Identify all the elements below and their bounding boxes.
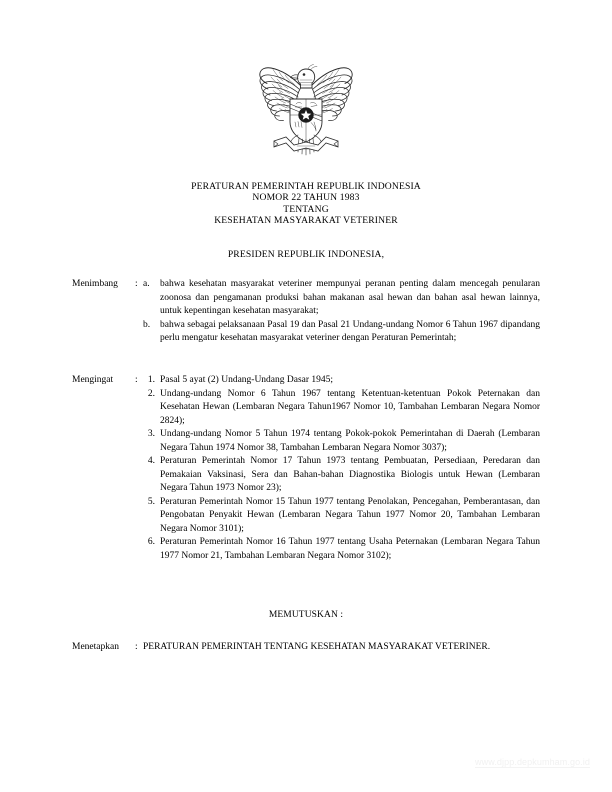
menimbang-text-a: bahwa kesehatan masyarakat veteriner mempunyai peranan penting dalam mencegah penularan zoonosa dan pengamanan produksi bahan makanan asal hewan dan bahan asal hewan lainnya, untuk kepentingan kesehatan masyarakat; — [160, 279, 540, 316]
menimbang-marker-a: a. — [143, 279, 150, 289]
list-item — [143, 428, 540, 455]
heading-line-regulation: PERATURAN PEMERINTAH REPUBLIK INDONESIA — [191, 181, 421, 192]
mengingat-section — [72, 374, 540, 563]
mengingat-marker-2: 2. — [147, 388, 155, 399]
mengingat-text-4: Peraturan Pemerintah Nomor 17 Tahun 1973 tentang Pembuatan, Persediaan, Peredaran dan Pemakaian Vaksinasi, Sera dan Bahan-bahan Diagnostika Biologis untuk Hewan (Lembaran Negara Tahun 1973 Nomor 23); — [160, 456, 540, 493]
list-item — [143, 496, 540, 537]
mengingat-text-5: Peraturan Pemerintah Nomor 15 Tahun 1977 tentang Penolakan, Pencegahan, Pemberantasan, dan Pengobatan Penyakit Hewan (Lembaran Negara Tahun 1977 Nomor 20, Tambahan Lembaran Negara Nomor 3101); — [160, 496, 540, 534]
mengingat-marker-4: 4. — [147, 456, 155, 466]
menetapkan-colon: : — [135, 642, 138, 652]
list-item — [143, 374, 540, 388]
list-item — [143, 455, 540, 496]
emblem-container — [0, 52, 612, 179]
watermark-url: www.djpp.depkumham.go.id — [475, 757, 590, 767]
president-line: PRESIDEN REPUBLIK INDONESIA, — [227, 249, 385, 260]
mengingat-colon: : — [135, 375, 138, 385]
document-heading — [0, 181, 612, 227]
mengingat-marker-6: 6. — [147, 537, 155, 547]
mengingat-text-1: Pasal 5 ayat (2) Undang-Undang Dasar 1945; — [160, 375, 334, 385]
garuda-pancasila-emblem — [254, 52, 358, 174]
mengingat-items — [143, 374, 540, 563]
menetapkan-text: PERATURAN PEMERINTAH TENTANG KESEHATAN MASYARAKAT VETERINER. — [143, 642, 491, 652]
menimbang-items — [143, 278, 540, 346]
list-item — [143, 278, 540, 319]
menetapkan-label: Menetapkan — [72, 642, 119, 652]
mengingat-marker-5: 5. — [147, 496, 155, 507]
menimbang-colon: : — [135, 279, 138, 289]
list-item — [143, 536, 540, 563]
heading-line-number: NOMOR 22 TAHUN 1983 — [252, 192, 360, 204]
memutuskan-heading: MEMUTUSKAN : — [268, 610, 344, 620]
menimbang-section — [72, 278, 540, 346]
list-item — [143, 319, 540, 346]
menimbang-label: Menimbang — [72, 279, 118, 289]
mengingat-text-3: Undang-undang Nomor 5 Tahun 1974 tentang Pokok-pokok Pemerintahan di Daerah (Lembaran Negara Tahun 1974 Nomor 38, Tambahan Lembaran Negara Nomor 3037); — [160, 429, 540, 453]
mengingat-text-2: Undang-undang Nomor 6 Tahun 1967 tentang Ketentuan-ketentuan Pokok Peternakan dan Kesehatan Hewan (Lembaran Negara Tahun1967 Nomor 10, Tambahan Lembaran Negara Nomor 2824); — [160, 388, 540, 426]
footer-watermark — [0, 752, 612, 770]
mengingat-label: Mengingat — [72, 375, 114, 385]
list-item — [143, 388, 540, 429]
menimbang-marker-b: b. — [143, 319, 151, 330]
heading-line-tentang: TENTANG — [283, 203, 329, 215]
heading-line-subject: KESEHATAN MASYARAKAT VETERINER — [214, 215, 398, 227]
menetapkan-section — [72, 641, 540, 655]
mengingat-marker-1: 1. — [147, 375, 155, 385]
mengingat-text-6: Peraturan Pemerintah Nomor 16 Tahun 1977 tentang Usaha Peternakan (Lembaran Negara Tahun 1977 Nomor 21, Tambahan Lembaran Negara Nomor 3102); — [160, 537, 540, 561]
mengingat-marker-3: 3. — [147, 429, 155, 439]
menimbang-text-b: bahwa sebagai pelaksanaan Pasal 19 dan Pasal 21 Undang-undang Nomor 6 Tahun 1967 dipandang perlu mengatur kesehatan masyarakat veteriner dengan Peraturan Pemerintah; — [160, 319, 540, 343]
